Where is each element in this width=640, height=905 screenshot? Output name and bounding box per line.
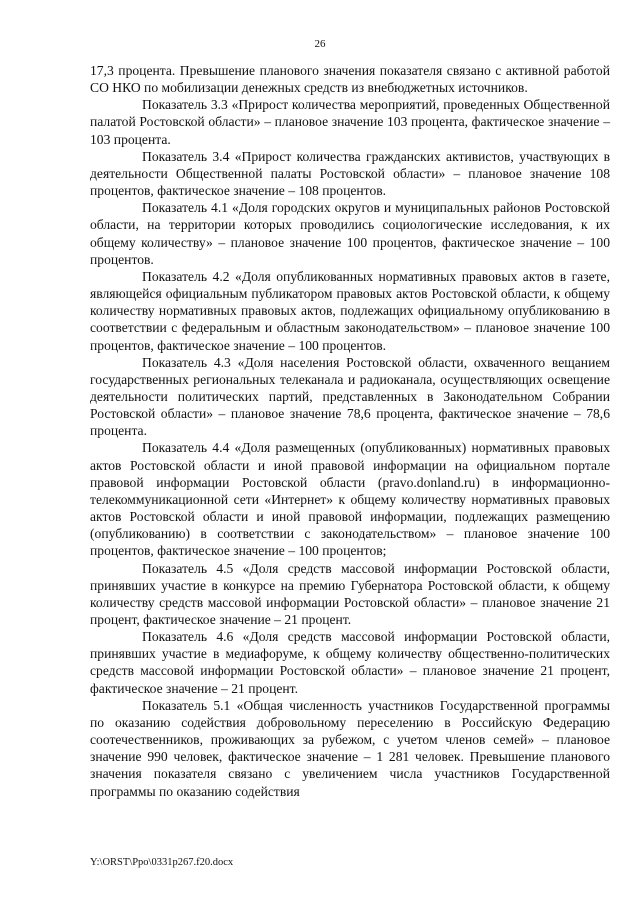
- paragraph-indicator-4-4: Показатель 4.4 «Доля размещенных (опубликованных) нормативных правовых актов Ростовской области и иной правовой информации на официальном портале правовой информации Ростовской области (pravo.donland.ru) в информационно-телекоммуникационной сети «Интернет» к общему количеству нормативных правовых актов Ростовской области и иной правовой информации, подлежащих размещению (опубликованию) в соответствии с законодательством» – плановое значение 100 процентов, фактическое значение – 100 процентов;: [90, 440, 610, 559]
- paragraph-indicator-4-5: Показатель 4.5 «Доля средств массовой информации Ростовской области, принявших участие в конкурсе на премию Губернатора Ростовской области, к общему количеству средств массовой информации Ростовской области» – плановое значение 21 процент, фактическое значение – 21 процент.: [90, 560, 610, 627]
- paragraph-indicator-4-6: Показатель 4.6 «Доля средств массовой информации Ростовской области, принявших участие в медиафоруме, к общему количеству общественно-политических средств массовой информации Ростовской области» – плановое значение 21 процент, фактическое значение – 21 процент.: [90, 629, 610, 696]
- paragraph-indicator-3-3: Показатель 3.3 «Прирост количества мероприятий, проведенных Общественной палатой Ростовской области» – плановое значение 103 процента, фактическое значение – 103 процента.: [90, 97, 610, 147]
- footer-file-path: Y:\ORST\Ppo\0331p267.f20.docx: [90, 857, 234, 868]
- paragraph-indicator-3-4: Показатель 3.4 «Прирост количества гражданских активистов, участвующих в деятельности Общественной палаты Ростовской области» – плановое значение 108 процентов, фактическое значение – 108 процентов.: [90, 148, 610, 199]
- document-body: [90, 62, 610, 800]
- paragraph-indicator-4-3: Показатель 4.3 «Доля населения Ростовской области, охваченного вещанием государственных региональных телеканала и радиоканала, осуществляющих освещение деятельности политических партий, представленных в Законодательном Собрании Ростовской области» – плановое значение 78,6 процента, фактическое значение – 78,6 процента.: [90, 354, 610, 439]
- paragraph-indicator-4-2: Показатель 4.2 «Доля опубликованных нормативных правовых актов в газете, являющейся официальным публикатором правовых актов Ростовской области, к общему количеству нормативных правовых актов, подлежащих официальному опубликованию в соответствии с федеральным и областным законодательством» – плановое значение 100 процентов, фактическое значение – 100 процентов.: [90, 268, 610, 353]
- page-number: 26: [314, 38, 326, 50]
- paragraph-indicator-5-1: Показатель 5.1 «Общая численность участников Государственной программы по оказанию содействия добровольному переселению в Российскую Федерацию соотечественников, проживающих за рубежом, с учетом членов семей» – плановое значение 990 человек, фактическое значение – 1 281 человек. Превышение планового значения показателя связано с увеличением числа участников Государственной программы по оказанию содействия: [90, 697, 610, 799]
- paragraph-indicator-4-1: Показатель 4.1 «Доля городских округов и муниципальных районов Ростовской области, на территории которых проводились социологические исследования, к их общему количеству» – плановое значение 100 процентов, фактическое значение – 100 процентов.: [90, 200, 610, 267]
- paragraph-continuation: 17,3 процента. Превышение планового значения показателя связано с активной работой СО НКО по мобилизации денежных средств из внебюджетных источников.: [90, 63, 610, 96]
